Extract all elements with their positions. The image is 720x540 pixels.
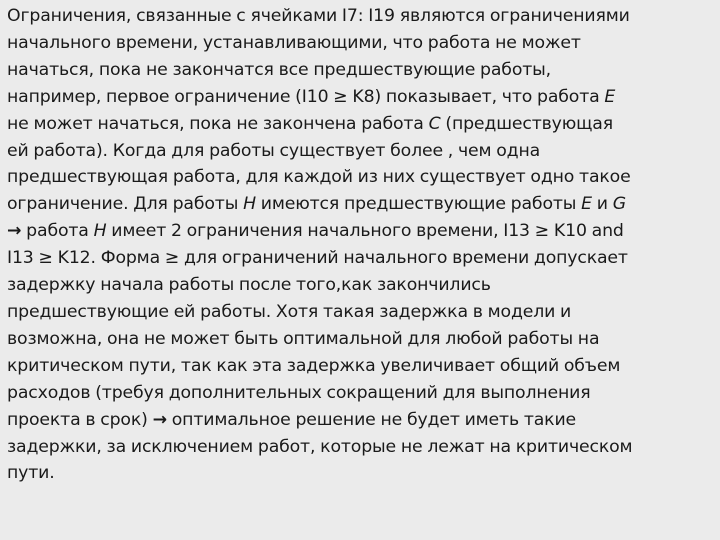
text-segment: ограничение. Для работы	[7, 194, 244, 215]
text-segment: имеет 2 ограничения начального времени, I13 ≥ K10 and	[106, 221, 624, 242]
text-line	[7, 380, 714, 407]
text-segment: начаться, пока не закончатся все предшествующие работы,	[7, 59, 551, 80]
text-segment: и	[591, 194, 613, 215]
right-arrow-icon: →	[152, 409, 167, 430]
text-segment: ей работа). Когда для работы существует более , чем одна	[7, 140, 541, 161]
text-line	[7, 57, 714, 84]
text-segment: возможна, она не может быть оптимальной для любой работы на	[7, 328, 600, 349]
text-line	[7, 460, 714, 487]
text-segment: Ограничения, связанные с ячейками I7: I19 являются ограничениями	[7, 6, 630, 26]
right-arrow-icon: →	[7, 221, 22, 242]
text-segment: не может начаться, пока не закончена работа	[7, 113, 429, 134]
italic-term: H	[93, 221, 107, 242]
text-segment: (предшествующая	[440, 113, 613, 134]
text-segment: критическом пути, так как эта задержка увеличивает общий объем	[7, 355, 621, 376]
text-segment: задержку начала работы после того,как закончились	[7, 275, 491, 296]
text-segment: начального времени, устанавливающими, что работа не может	[7, 32, 581, 53]
text-line	[7, 434, 714, 461]
text-line	[7, 191, 714, 218]
text-segment: имеются предшествующие работы	[255, 194, 582, 215]
text-line	[7, 111, 714, 138]
text-line	[7, 138, 714, 165]
text-line	[7, 326, 714, 353]
text-line	[7, 407, 714, 434]
text-segment: задержки, за исключением работ, которые не лежат на критическом	[7, 436, 633, 457]
text-segment: например, первое ограничение (I10 ≥ K8) показывает, что работа	[7, 86, 605, 107]
text-segment: пути.	[7, 463, 55, 484]
text-line	[7, 84, 714, 111]
text-line	[7, 245, 714, 272]
text-line	[7, 164, 714, 191]
text-segment: I13 ≥ K12. Форма ≥ для ограничений начального времени допускает	[7, 248, 628, 269]
text-segment: предшествующие ей работы. Хотя такая задержка в модели и	[7, 301, 572, 322]
text-line	[7, 30, 714, 57]
italic-term: H	[243, 194, 256, 215]
italic-term: E	[581, 194, 592, 215]
text-line	[7, 3, 714, 30]
text-segment: расходов (требуя дополнительных сокращений для выполнения	[7, 382, 591, 403]
italic-term: C	[428, 113, 441, 134]
text-segment: проекта в срок)	[7, 409, 153, 430]
text-line	[7, 272, 714, 299]
body-text	[7, 3, 714, 487]
italic-term: G	[612, 194, 626, 215]
text-line	[7, 218, 714, 245]
text-line	[7, 353, 714, 380]
italic-term: E	[604, 86, 616, 107]
text-line	[7, 299, 714, 326]
text-segment: предшествующая работа, для каждой из них существует одно такое	[7, 167, 631, 188]
text-segment: оптимальное решение не будет иметь такие	[166, 409, 577, 430]
text-segment: работа	[21, 221, 94, 242]
